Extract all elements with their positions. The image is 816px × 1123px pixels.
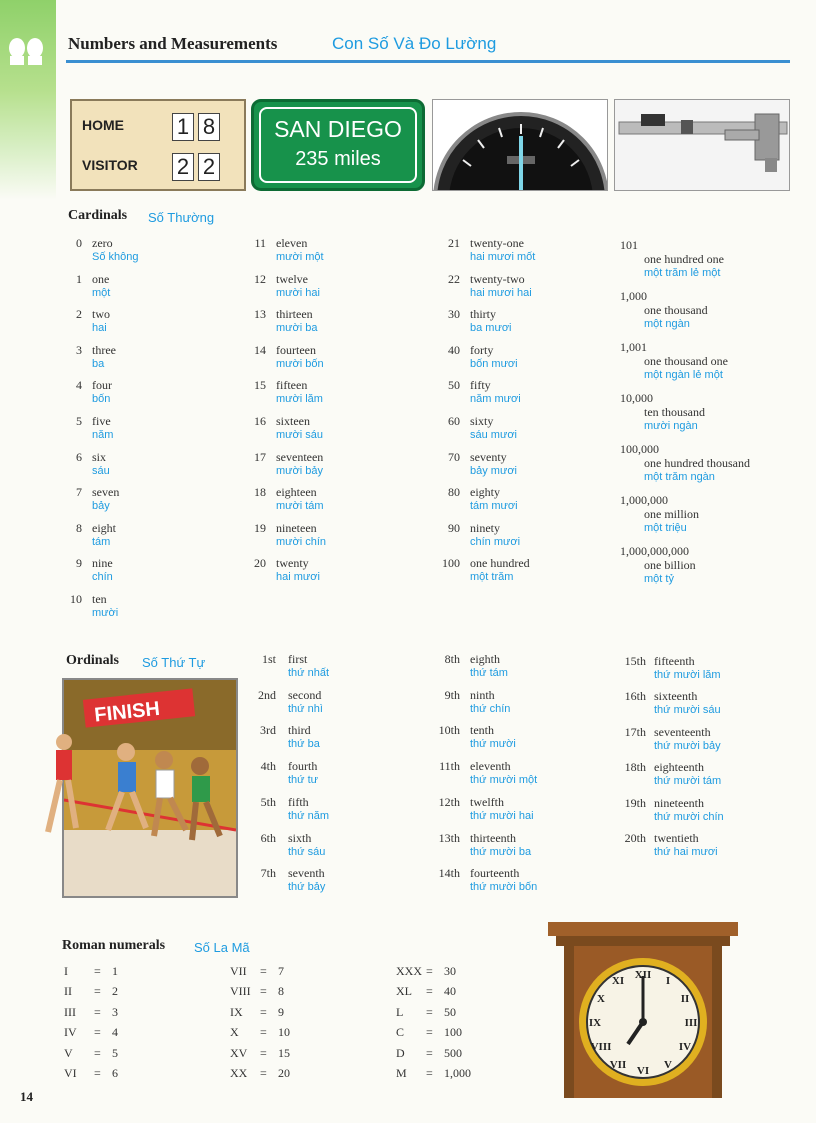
- item-english: eighty: [470, 485, 500, 500]
- item-number: 3: [76, 342, 82, 357]
- arabic-value: 5: [112, 1045, 118, 1060]
- arabic-value: 10: [278, 1025, 290, 1040]
- equals-sign: =: [94, 1004, 101, 1019]
- svg-text:I: I: [665, 975, 671, 987]
- item-english: one hundred one: [644, 252, 724, 266]
- item-vietnamese: ba: [92, 357, 105, 370]
- roman-title: Roman numerals: [62, 938, 166, 953]
- item-number: 22: [448, 271, 460, 286]
- item-english: fourteenth: [470, 866, 520, 881]
- svg-text:II: II: [680, 993, 690, 1005]
- item-number: 14: [254, 342, 266, 357]
- item-vietnamese: Số không: [92, 251, 139, 263]
- item-vietnamese: bảy: [92, 500, 110, 513]
- item-number: 11: [254, 236, 266, 250]
- equals-sign: =: [94, 1025, 101, 1040]
- item-english: first: [288, 652, 308, 666]
- item-english: nineteen: [276, 520, 317, 535]
- lead-runner-icon: [42, 732, 82, 842]
- item-number: 6th: [260, 830, 276, 845]
- item-english: nineteenth: [654, 795, 704, 810]
- roman-numeral: I: [64, 964, 68, 978]
- roman-numeral: XX: [230, 1066, 248, 1080]
- item-english: eighteen: [276, 485, 317, 500]
- item-vietnamese: tám mươi: [470, 500, 518, 513]
- item-english: fifteenth: [654, 654, 695, 668]
- grandfather-clock-illustration: [548, 922, 738, 1098]
- arabic-value: 50: [444, 1004, 456, 1019]
- arabic-value: 15: [278, 1045, 290, 1060]
- item-english: thirty: [470, 307, 496, 322]
- item-number: 1,000,000,000: [620, 544, 689, 558]
- item-number: 14th: [438, 866, 460, 881]
- item-english: twelfth: [470, 794, 504, 809]
- svg-text:XII: XII: [634, 969, 652, 981]
- svg-text:IX: IX: [588, 1017, 602, 1029]
- item-english: tenth: [470, 723, 494, 738]
- item-number: 10th: [438, 723, 460, 738]
- item-english: eleventh: [470, 759, 511, 774]
- svg-text:VIII: VIII: [590, 1041, 612, 1053]
- equals-sign: =: [426, 984, 433, 999]
- equals-sign: =: [260, 1004, 267, 1019]
- item-number: 4: [76, 378, 82, 393]
- equals-sign: =: [260, 964, 267, 978]
- item-english: ten thousand: [644, 405, 705, 419]
- item-number: 20: [254, 556, 266, 571]
- people-icon: [6, 36, 46, 66]
- roman-numeral: D: [396, 1045, 405, 1060]
- item-vietnamese: hai mươi hai: [470, 286, 532, 299]
- item-vietnamese: mười bảy: [276, 464, 323, 477]
- item-english: sixteen: [276, 414, 310, 428]
- item-vietnamese: thứ mười một: [470, 774, 538, 787]
- item-number: 9th: [444, 687, 460, 702]
- item-english: twenty: [276, 556, 309, 571]
- visitor-digit: 2: [172, 153, 194, 181]
- item-vietnamese: thứ mười sáu: [654, 704, 721, 717]
- item-english: seventh: [288, 866, 325, 881]
- item-number: 3rd: [260, 723, 276, 738]
- item-number: 30: [448, 307, 460, 322]
- item-english: one billion: [644, 558, 696, 572]
- roman-numeral: XL: [396, 984, 412, 999]
- item-english: five: [92, 414, 111, 428]
- item-number: 10,000: [620, 391, 653, 405]
- item-english: fifth: [288, 794, 309, 809]
- item-english: eight: [92, 520, 116, 535]
- item-vietnamese: mười lăm: [276, 393, 323, 406]
- item-vietnamese: thứ sáu: [288, 845, 326, 858]
- item-vietnamese: sáu mươi: [470, 429, 517, 441]
- item-vietnamese: thứ mười bảy: [654, 739, 721, 752]
- item-english: sixteenth: [654, 689, 698, 704]
- equals-sign: =: [94, 1045, 101, 1060]
- item-english: seven: [92, 485, 120, 500]
- item-number: 8: [76, 520, 82, 535]
- section-tab: [0, 0, 56, 200]
- cardinals-title-vietnamese: Số Thường: [148, 210, 215, 225]
- item-vietnamese: thứ hai mươi: [654, 846, 718, 858]
- item-vietnamese: một ngàn: [644, 318, 690, 330]
- arabic-value: 1: [112, 964, 118, 978]
- item-vietnamese: mười ba: [276, 322, 318, 335]
- item-english: second: [288, 687, 322, 702]
- item-english: forty: [470, 342, 494, 357]
- item-vietnamese: thứ mười lăm: [654, 669, 721, 681]
- item-number: 17: [254, 449, 266, 464]
- runners-icon: [64, 680, 236, 896]
- item-number: 20th: [624, 831, 646, 845]
- item-english: thirteen: [276, 307, 313, 322]
- item-number: 7th: [260, 866, 276, 881]
- item-english: two: [92, 307, 110, 322]
- item-vietnamese: thứ năm: [288, 809, 329, 822]
- equals-sign: =: [260, 1025, 267, 1040]
- item-vietnamese: hai mươi mốt: [470, 251, 536, 263]
- item-number: 1: [76, 271, 82, 286]
- equals-sign: =: [426, 1004, 433, 1019]
- title-underline: [66, 60, 790, 63]
- item-vietnamese: thứ nhì: [288, 702, 323, 715]
- item-english: eleven: [276, 236, 308, 250]
- item-vietnamese: hai: [92, 322, 107, 335]
- item-vietnamese: mười chín: [276, 535, 327, 548]
- equals-sign: =: [94, 984, 101, 999]
- item-number: 40: [448, 342, 460, 357]
- arabic-value: 8: [278, 984, 284, 999]
- svg-text:VII: VII: [609, 1059, 627, 1071]
- item-english: six: [92, 449, 107, 464]
- item-number: 12th: [438, 794, 460, 809]
- item-vietnamese: năm mươi: [470, 393, 521, 406]
- item-vietnamese: mười tám: [276, 500, 324, 513]
- item-vietnamese: thứ mười chín: [654, 810, 724, 823]
- item-number: 7: [76, 485, 82, 500]
- arabic-value: 9: [278, 1004, 284, 1019]
- item-vietnamese: thứ mười tám: [654, 775, 722, 788]
- caliper-icon: [615, 100, 790, 191]
- item-vietnamese: bốn mươi: [470, 357, 518, 370]
- page-title: Numbers and Measurements: [68, 34, 278, 53]
- item-number: 1st: [261, 652, 276, 666]
- roman-numeral: VI: [64, 1066, 77, 1080]
- item-number: 10: [70, 592, 82, 606]
- roman-numeral: V: [64, 1045, 73, 1060]
- ordinals-title-vietnamese: Số Thứ Tự: [142, 655, 206, 670]
- item-english: one hundred: [470, 556, 530, 571]
- item-vietnamese: mười một: [276, 251, 324, 263]
- equals-sign: =: [426, 964, 433, 978]
- item-number: 13th: [438, 830, 460, 845]
- item-number: 9: [76, 556, 82, 571]
- clock-icon: [548, 922, 738, 1098]
- item-number: 19th: [624, 795, 646, 810]
- item-english: three: [92, 342, 116, 357]
- item-english: nine: [92, 556, 113, 571]
- item-vietnamese: một tỷ: [644, 573, 674, 585]
- item-english: twenty-one: [470, 236, 524, 250]
- cardinals-title: Cardinals: [68, 208, 128, 223]
- item-english: eighteenth: [654, 760, 704, 775]
- item-vietnamese: thứ mười hai: [470, 809, 534, 822]
- arabic-value: 3: [112, 1004, 118, 1019]
- item-english: third: [288, 723, 311, 738]
- item-number: 16th: [624, 689, 646, 704]
- visitor-digit: 2: [198, 153, 220, 181]
- item-number: 18: [254, 485, 266, 500]
- item-english: eighth: [470, 652, 500, 666]
- item-number: 100,000: [620, 442, 659, 456]
- item-english: ten: [92, 592, 107, 606]
- item-vietnamese: mười ngàn: [644, 420, 698, 432]
- arabic-value: 4: [112, 1025, 118, 1040]
- equals-sign: =: [426, 1025, 433, 1040]
- item-number: 21: [448, 236, 460, 250]
- item-number: 70: [448, 449, 460, 464]
- item-english: zero: [92, 236, 113, 250]
- equals-sign: =: [94, 964, 101, 978]
- roman-numeral: II: [64, 984, 72, 999]
- item-english: sixth: [288, 830, 312, 845]
- speedometer-illustration: [432, 99, 608, 191]
- item-english: ninety: [470, 520, 500, 535]
- item-number: 19: [254, 520, 266, 535]
- svg-text:VI: VI: [636, 1065, 650, 1077]
- arabic-value: 500: [444, 1045, 462, 1060]
- item-vietnamese: thứ mười bốn: [470, 881, 538, 894]
- item-number: 1,000: [620, 289, 647, 303]
- item-vietnamese: một: [92, 286, 111, 299]
- roman-numeral: VIII: [230, 984, 251, 999]
- item-vietnamese: một trăm ngàn: [644, 471, 715, 483]
- item-english: one million: [644, 507, 699, 521]
- item-number: 50: [448, 378, 460, 393]
- home-label: HOME: [82, 117, 124, 133]
- visitor-label: VISITOR: [82, 157, 138, 173]
- item-number: 100: [442, 556, 460, 571]
- item-english: fourteen: [276, 342, 316, 357]
- home-digit: 1: [172, 113, 194, 141]
- item-vietnamese: thứ nhất: [288, 667, 330, 679]
- item-number: 5: [76, 414, 82, 428]
- svg-text:IV: IV: [678, 1041, 692, 1053]
- arabic-value: 30: [444, 964, 456, 978]
- roman-title-vietnamese: Số La Mã: [194, 940, 250, 955]
- roman-numeral: X: [230, 1025, 239, 1040]
- roman-numeral: L: [396, 1004, 404, 1019]
- item-vietnamese: mười bốn: [276, 357, 324, 370]
- item-vietnamese: sáu: [92, 464, 110, 477]
- item-number: 0: [76, 236, 82, 250]
- item-english: seventy: [470, 449, 507, 464]
- roman-numeral: III: [64, 1004, 76, 1019]
- item-english: fifty: [470, 378, 491, 393]
- item-number: 6: [76, 449, 82, 464]
- item-number: 16: [254, 414, 266, 428]
- item-english: twelve: [276, 271, 308, 286]
- item-number: 2nd: [258, 687, 276, 702]
- item-english: seventeenth: [654, 724, 711, 739]
- arabic-value: 2: [112, 984, 118, 999]
- item-vietnamese: một triệu: [644, 522, 687, 534]
- item-number: 1,000,000: [620, 493, 668, 507]
- item-vietnamese: thứ mười ba: [470, 845, 532, 858]
- item-vietnamese: hai mươi: [276, 571, 320, 584]
- item-number: 60: [448, 414, 460, 428]
- item-english: sixty: [470, 414, 494, 428]
- item-number: 15th: [624, 654, 646, 668]
- item-english: thirteenth: [470, 830, 516, 845]
- roman-numeral: M: [396, 1066, 407, 1080]
- speedometer-icon: [433, 100, 608, 191]
- roman-numeral: IX: [230, 1004, 243, 1019]
- caliper-illustration: [614, 99, 790, 191]
- item-vietnamese: thứ bảy: [288, 881, 326, 894]
- finish-line-illustration: [62, 678, 238, 898]
- item-vietnamese: một trăm lẻ một: [644, 267, 721, 279]
- item-number: 2: [76, 307, 82, 322]
- roman-numeral: XXX: [396, 964, 422, 978]
- item-number: 18th: [624, 760, 646, 775]
- item-vietnamese: bảy mươi: [470, 464, 517, 477]
- item-english: fifteen: [276, 378, 308, 393]
- item-english: twentieth: [654, 831, 699, 845]
- item-number: 90: [448, 520, 460, 535]
- arabic-value: 1,000: [444, 1066, 471, 1080]
- item-english: one thousand one: [644, 354, 728, 368]
- scoreboard-illustration: [70, 99, 246, 191]
- item-vietnamese: thứ tư: [288, 774, 319, 787]
- item-vietnamese: chín: [92, 571, 113, 584]
- item-number: 11th: [439, 759, 460, 774]
- equals-sign: =: [426, 1045, 433, 1060]
- item-vietnamese: thứ mười: [470, 738, 516, 751]
- sign-distance: 235 miles: [295, 148, 381, 170]
- svg-text:III: III: [684, 1017, 698, 1029]
- item-number: 13: [254, 307, 266, 322]
- item-vietnamese: mười hai: [276, 286, 320, 299]
- roman-numeral: VII: [230, 964, 247, 978]
- roman-numeral: IV: [64, 1025, 77, 1040]
- equals-sign: =: [94, 1066, 101, 1080]
- item-vietnamese: thứ tám: [470, 667, 508, 679]
- item-number: 101: [620, 238, 638, 252]
- page-title-vietnamese: Con Số Và Đo Lường: [332, 34, 497, 53]
- home-digit: 8: [198, 113, 220, 141]
- finish-banner: FINISH: [93, 697, 161, 727]
- roman-numeral: XV: [230, 1045, 248, 1060]
- roman-numeral: C: [396, 1025, 405, 1040]
- item-number: 15: [254, 378, 266, 393]
- page-number: 14: [20, 1089, 33, 1104]
- road-sign-illustration: [251, 99, 425, 191]
- item-number: 1,001: [620, 340, 647, 354]
- item-english: fourth: [288, 759, 318, 774]
- item-number: 4th: [260, 759, 276, 774]
- item-vietnamese: thứ ba: [288, 738, 320, 751]
- item-number: 17th: [624, 724, 646, 739]
- item-english: ninth: [470, 687, 495, 702]
- sign-city: SAN DIEGO: [274, 116, 402, 142]
- arabic-value: 100: [444, 1025, 462, 1040]
- item-number: 12: [254, 271, 266, 286]
- item-english: one thousand: [644, 303, 708, 317]
- svg-text:V: V: [664, 1059, 672, 1071]
- equals-sign: =: [260, 1045, 267, 1060]
- ordinals-title: Ordinals: [66, 653, 119, 668]
- item-number: 8th: [444, 652, 460, 666]
- item-vietnamese: ba mươi: [470, 322, 512, 335]
- arabic-value: 7: [278, 964, 284, 978]
- item-vietnamese: chín mươi: [470, 535, 521, 548]
- item-english: seventeen: [276, 449, 324, 464]
- arabic-value: 40: [444, 984, 456, 999]
- item-english: four: [92, 378, 112, 393]
- item-vietnamese: thứ chín: [470, 702, 511, 715]
- item-vietnamese: năm: [92, 429, 114, 441]
- item-vietnamese: bốn: [92, 393, 111, 406]
- item-vietnamese: tám: [92, 535, 111, 548]
- item-english: one: [92, 271, 110, 286]
- item-english: one hundred thousand: [644, 456, 750, 470]
- item-english: twenty-two: [470, 271, 525, 286]
- svg-text:XI: XI: [611, 975, 625, 987]
- item-number: 80: [448, 485, 460, 500]
- item-number: 5th: [260, 794, 276, 809]
- svg-text:X: X: [597, 993, 605, 1005]
- equals-sign: =: [260, 1066, 267, 1080]
- arabic-value: 20: [278, 1066, 290, 1080]
- item-vietnamese: một ngàn lẻ một: [644, 369, 723, 381]
- arabic-value: 6: [112, 1066, 118, 1080]
- equals-sign: =: [426, 1066, 433, 1080]
- item-vietnamese: mười sáu: [276, 429, 323, 441]
- equals-sign: =: [260, 984, 267, 999]
- item-vietnamese: một trăm: [470, 571, 514, 584]
- item-vietnamese: mười: [92, 607, 119, 619]
